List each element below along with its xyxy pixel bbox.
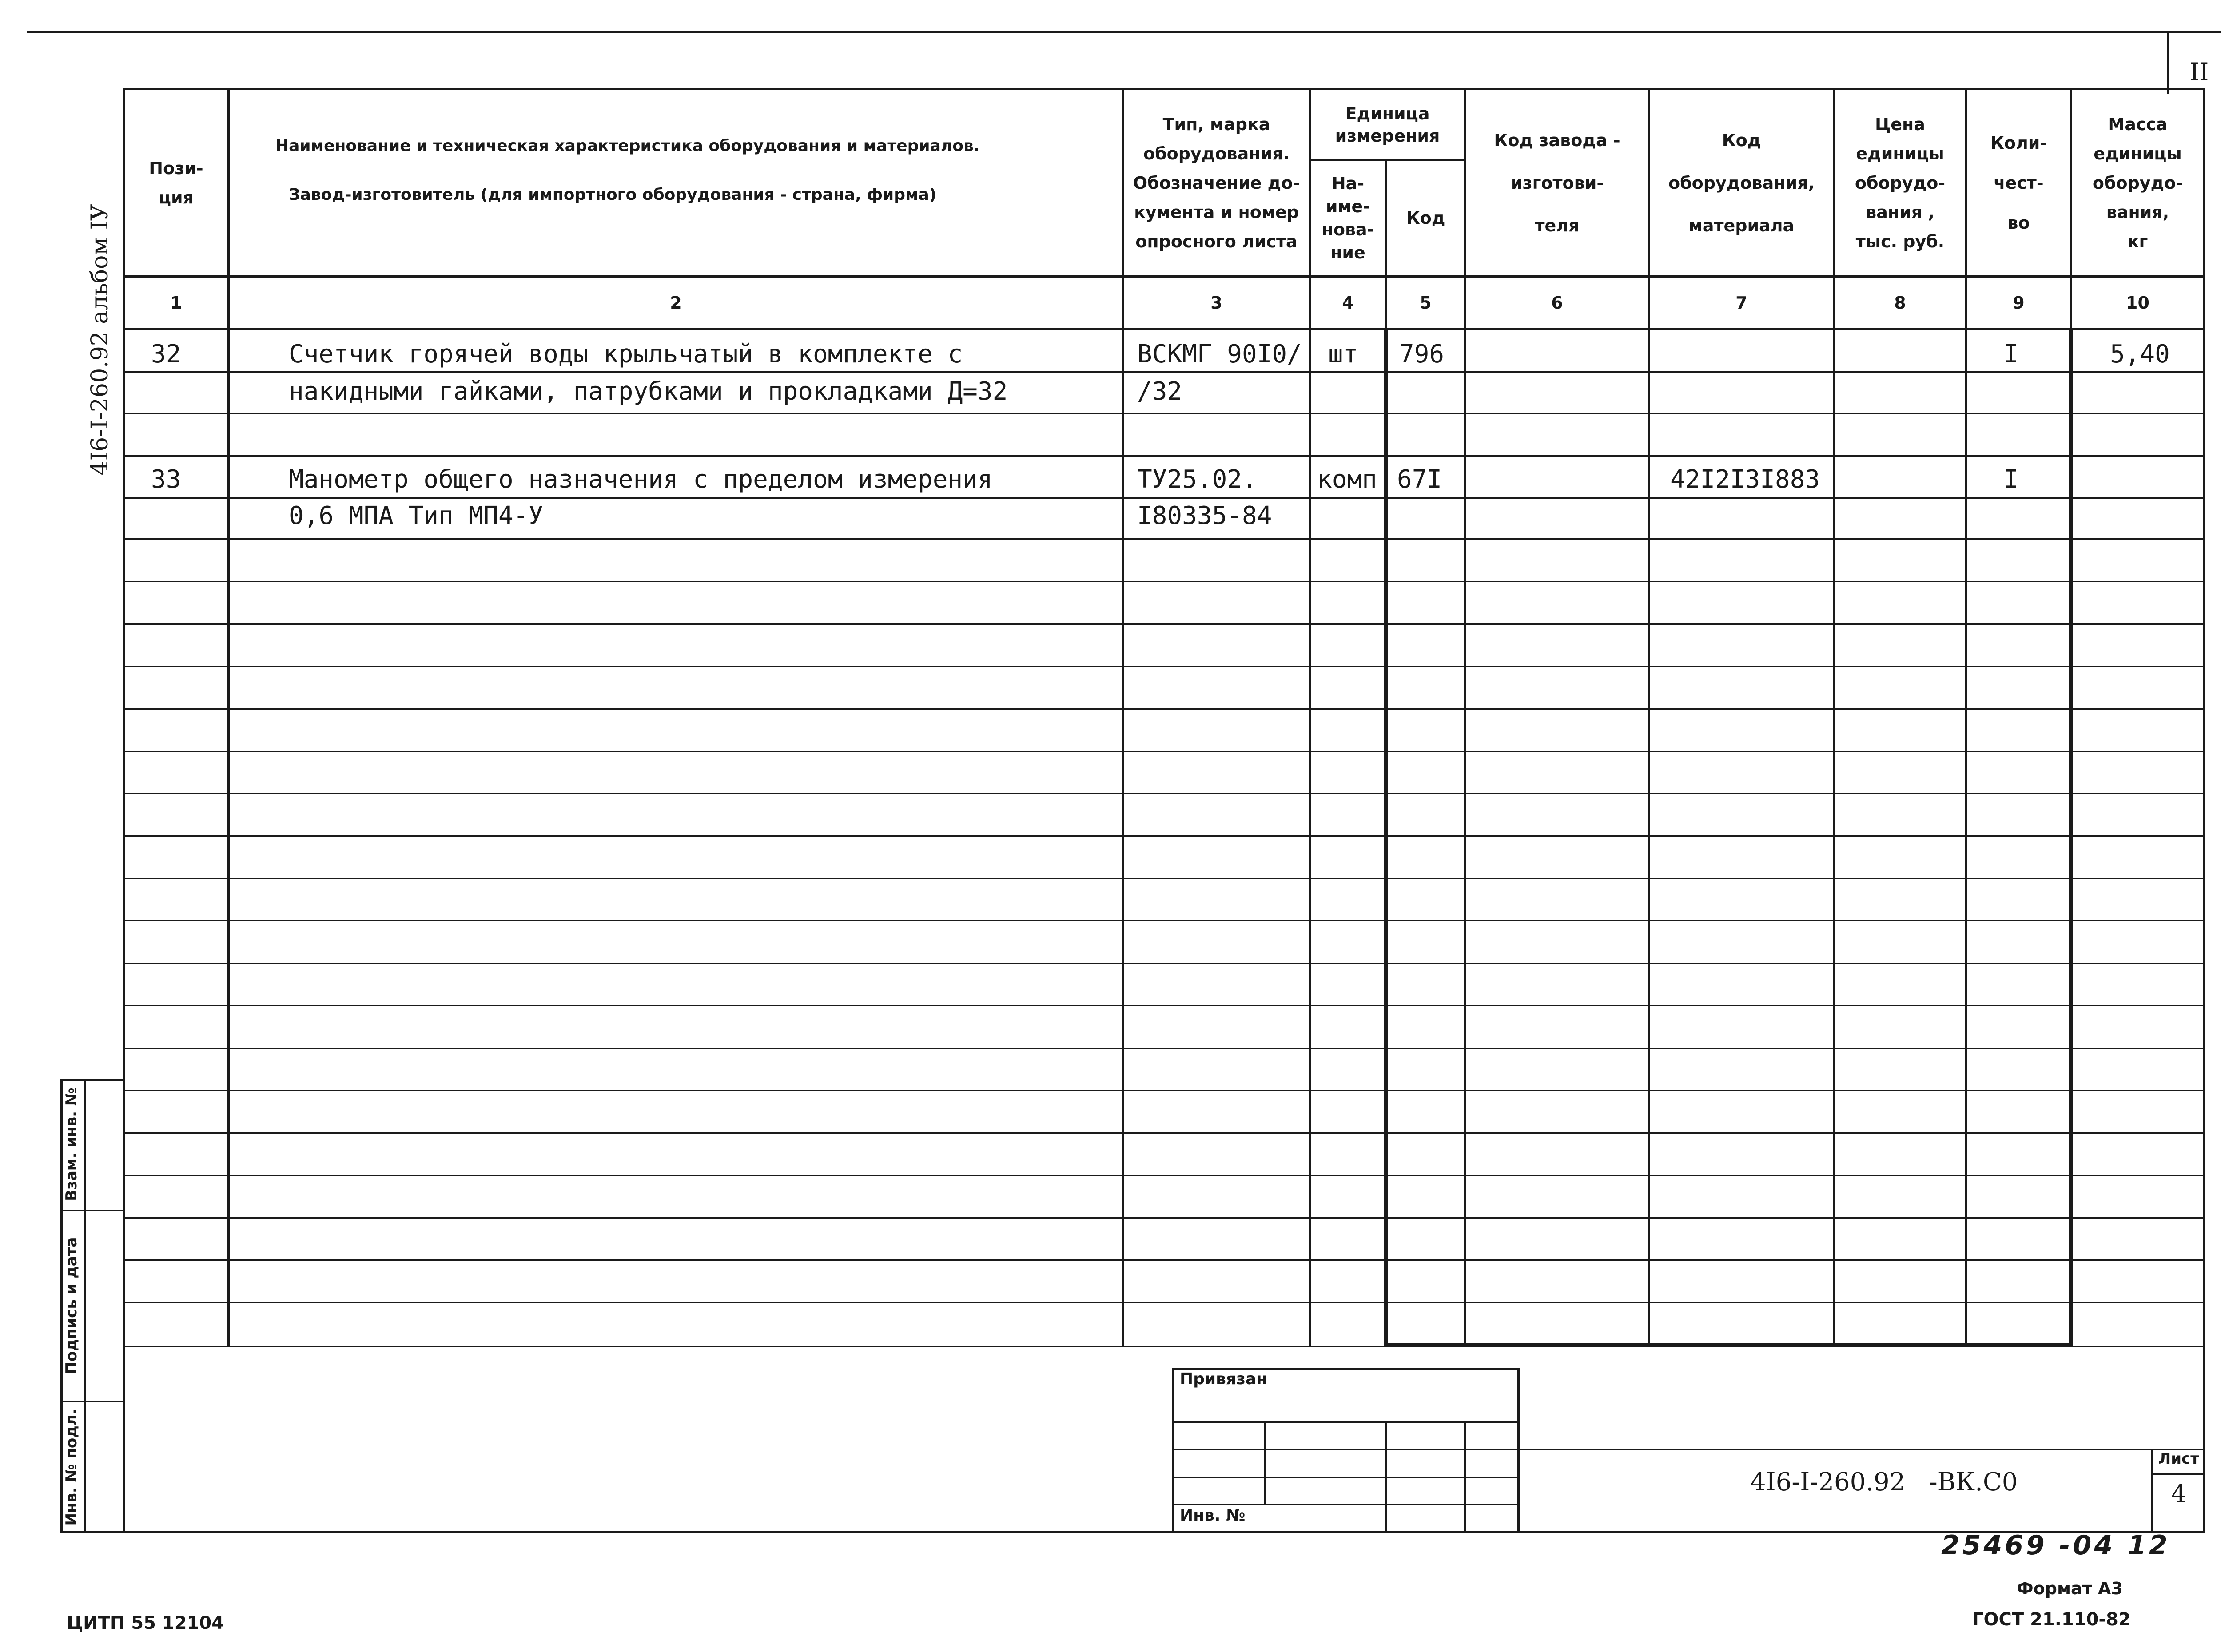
side-stamp-div2 <box>60 1401 125 1402</box>
privyazan-c1 <box>1264 1421 1266 1504</box>
album-label: 4I6-I-260.92 альбом IУ <box>87 204 113 476</box>
side-stamp-div1 <box>60 1210 125 1211</box>
privyazan-right <box>1517 1368 1520 1533</box>
row1-name: Счетчик горячей воды крыльчатый в комплекте с <box>289 340 963 369</box>
handwritten-number: 25469 -04 <box>1941 1530 2116 1561</box>
table-body-bottom <box>123 1346 2205 1347</box>
privyazan-label: Привязан <box>1180 1370 1268 1388</box>
row-line <box>123 455 2205 457</box>
privyazan-c3 <box>1464 1421 1466 1533</box>
thick-block-right <box>2069 329 2073 1346</box>
code-area-top <box>1519 1449 2205 1450</box>
list-box-left <box>2151 1449 2153 1533</box>
header-unit-code: Код <box>1406 208 1445 228</box>
list-label: Лист <box>2158 1450 2199 1468</box>
row5-name: 0,6 МПА Тип МП4-У <box>289 501 544 530</box>
row1-unit: шт <box>1328 340 1358 369</box>
list-box-div <box>2151 1473 2205 1475</box>
privyazan-c2 <box>1385 1421 1387 1533</box>
row1-type: ВСКМГ 90I0/ <box>1137 340 1302 369</box>
header-qty: Коли- чест- во <box>1990 133 2047 233</box>
row2-name: накидными гайками, патрубками и прокладками Д=32 <box>289 377 1008 406</box>
colnum-6: 6 <box>1551 293 1563 313</box>
row-line <box>123 581 2205 582</box>
col-line-6 <box>1648 88 1650 1347</box>
numbers-bottom <box>123 328 2205 330</box>
row-line <box>123 413 2205 414</box>
colnum-5: 5 <box>1420 293 1432 313</box>
doc-code: 4I6-I-260.92 -ВК.С0 <box>1750 1468 2018 1497</box>
header-name-line1: Наименование и техническая характеристика оборудования и материалов. <box>275 137 980 155</box>
row-line <box>123 1090 2205 1091</box>
top-border <box>27 31 2221 33</box>
colnum-10: 10 <box>2126 293 2149 313</box>
colnum-3: 3 <box>1210 293 1222 313</box>
row4-qty: I <box>2003 465 2018 494</box>
privyazan-left <box>1172 1368 1174 1533</box>
row1-unit-code: 796 <box>1399 340 1445 369</box>
colnum-1: 1 <box>170 293 182 313</box>
row-line <box>123 793 2205 794</box>
col-line-3 <box>1309 88 1311 1347</box>
row-line <box>123 1005 2205 1006</box>
colnum-2: 2 <box>670 293 682 313</box>
side-stamp-mid <box>84 1079 86 1533</box>
privyazan-r4 <box>1173 1504 1519 1505</box>
thick-block-left <box>1384 329 1388 1346</box>
gost-label: ГОСТ 21.110-82 <box>1972 1609 2131 1630</box>
row-line <box>123 1175 2205 1176</box>
col-line-8 <box>1965 88 1967 1347</box>
citp-label: ЦИТП 55 12104 <box>67 1613 224 1633</box>
row4-unit-code: 67I <box>1397 465 1442 494</box>
row5-type: I80335-84 <box>1137 501 1272 530</box>
row-line <box>123 538 2205 540</box>
header-unit-name: На- име- нова- ние <box>1321 174 1374 262</box>
col-line-7 <box>1833 88 1835 1347</box>
row-line <box>123 920 2205 921</box>
handwritten-page: 12 <box>2128 1530 2170 1561</box>
row-line <box>123 835 2205 837</box>
row-line <box>123 1259 2205 1261</box>
col-line-1 <box>227 88 230 1347</box>
list-number: 4 <box>2171 1480 2187 1508</box>
header-plant-code: Код завода - изготови- теля <box>1494 130 1620 235</box>
header-price: Цена единицы оборудо- вания , тыс. руб. <box>1855 114 1946 251</box>
privyazan-r3 <box>1173 1477 1519 1478</box>
side-vzam: Взам. инв. № <box>63 1088 80 1201</box>
row-line <box>123 708 2205 710</box>
side-inv-podl: Инв. № подл. <box>63 1409 80 1526</box>
row4-unit: комп <box>1317 465 1377 494</box>
row-line <box>123 1132 2205 1134</box>
sheet-marker: II <box>2189 58 2209 86</box>
row-line <box>123 1217 2205 1219</box>
header-position: Пози- ция <box>149 158 203 207</box>
row1-pos: 32 <box>151 340 181 369</box>
row-line <box>123 666 2205 667</box>
row4-name: Манометр общего назначения с пределом измерения <box>289 465 993 494</box>
row1-mass: 5,40 <box>2110 340 2170 369</box>
side-podpis: Подпись и дата <box>63 1237 80 1374</box>
colnum-4: 4 <box>1342 293 1354 313</box>
table-bottom <box>62 1531 2205 1533</box>
header-equip-code: Код оборудования, материала <box>1668 130 1815 235</box>
format-label: Формат А3 <box>2017 1579 2123 1598</box>
row1-qty: I <box>2003 340 2018 369</box>
col-line-5 <box>1464 88 1466 1347</box>
colnum-7: 7 <box>1735 293 1747 313</box>
colnum-9: 9 <box>2013 293 2025 313</box>
header-name-line2: Завод-изготовитель (для импортного оборудования - страна, фирма) <box>289 186 937 204</box>
row4-equip-code: 42I2I3I883 <box>1670 465 1820 494</box>
col-line-2 <box>1122 88 1124 1347</box>
row4-type: ТУ25.02. <box>1137 465 1257 494</box>
row4-pos: 33 <box>151 465 181 494</box>
inv-no-label: Инв. № <box>1180 1506 1246 1525</box>
row-line <box>123 751 2205 752</box>
header-type: Тип, марка оборудования. Обозначение до- кумента и номер опросного листа <box>1133 114 1300 251</box>
row-line <box>123 963 2205 964</box>
privyazan-r2 <box>1173 1449 1519 1450</box>
header-unit-group: Единица измерения <box>1335 103 1440 146</box>
row2-type: /32 <box>1137 377 1182 406</box>
table-right <box>2203 88 2205 1532</box>
header-mass: Масса единицы оборудо- вания, кг <box>2092 114 2183 251</box>
row-line <box>123 878 2205 879</box>
row-line <box>123 623 2205 625</box>
privyazan-r1 <box>1173 1421 1519 1423</box>
row-line <box>123 1048 2205 1049</box>
colnum-8: 8 <box>1894 293 1906 313</box>
row-line <box>123 1302 2205 1303</box>
